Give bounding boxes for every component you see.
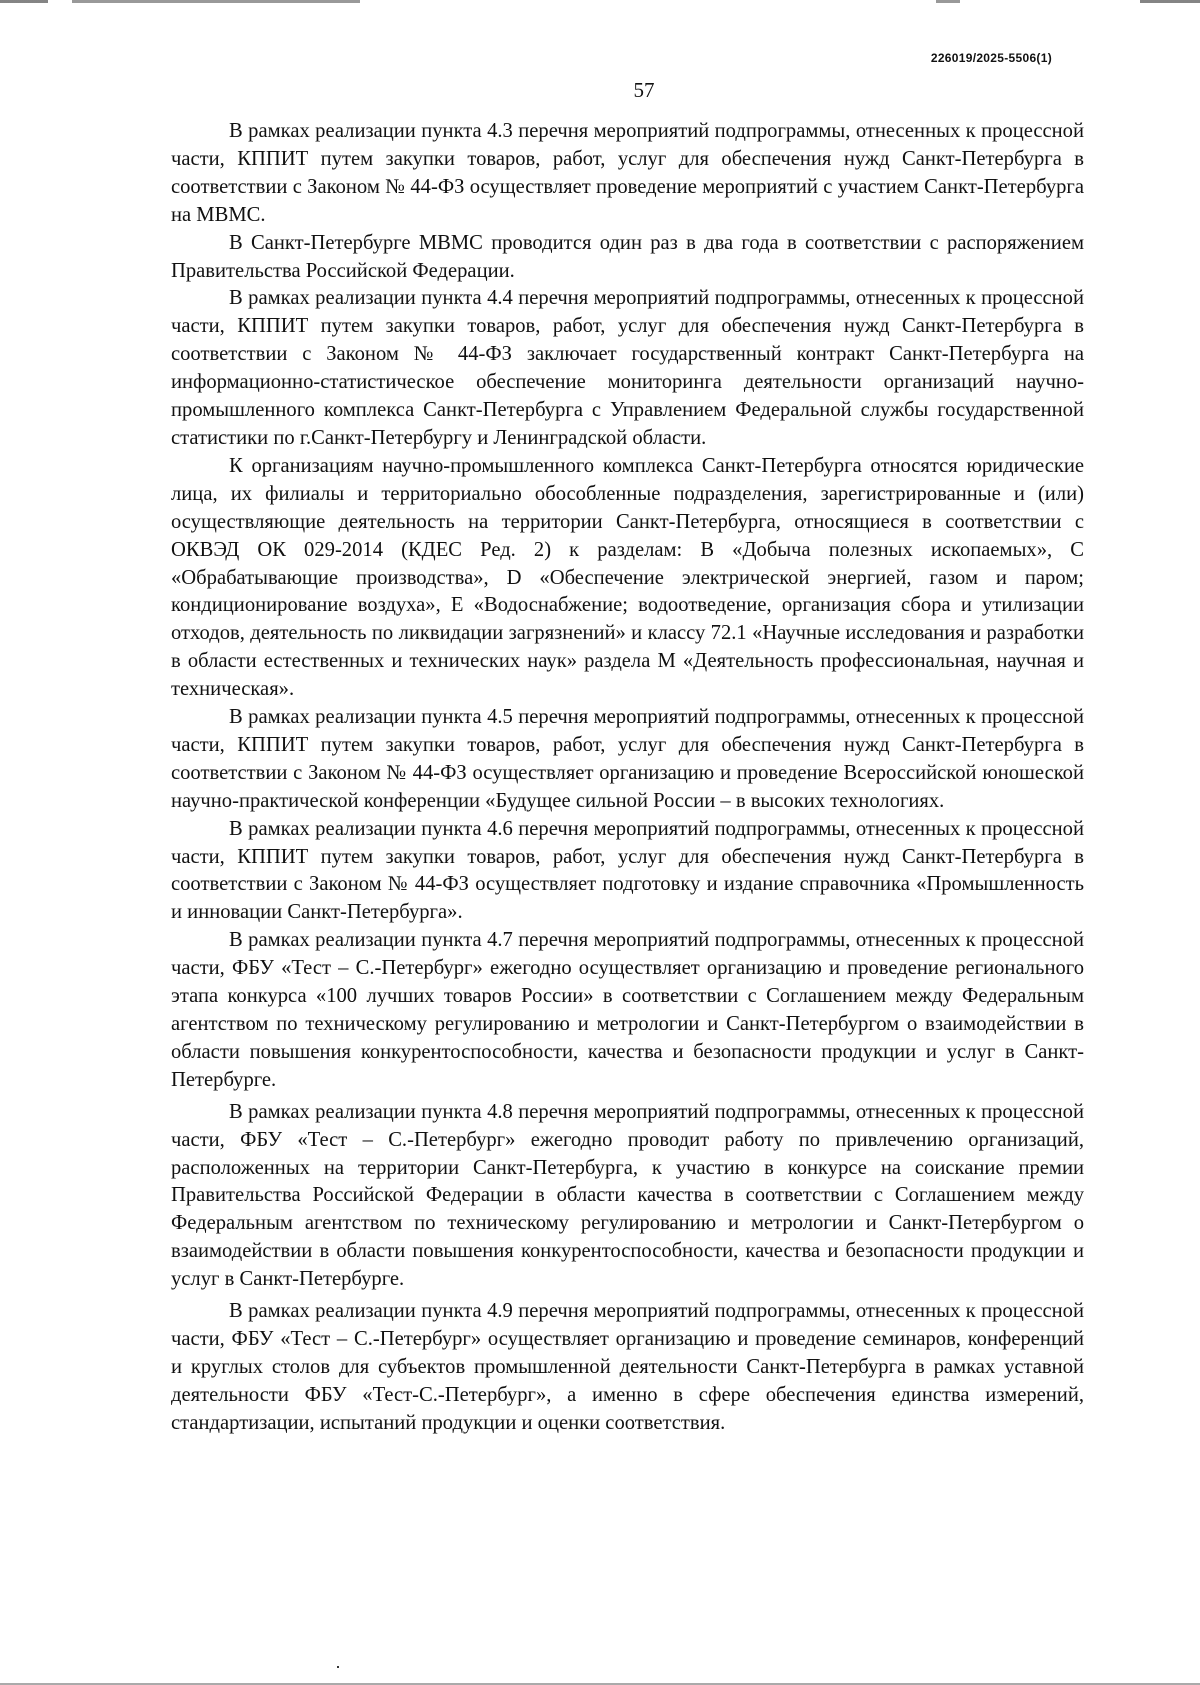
document-registration-number: 226019/2025-5506(1) xyxy=(930,51,1052,65)
paragraph-npk-definition: К организациям научно-промышленного комплекса Санкт-Петербурга относятся юридические лица, их филиалы и территориально обособленные подразделения, зарегистрированные и (или) осуществляющие деятельность на территории Санкт-Петербурга, относящиеся в соответствии с ОКВЭД ОК 029-2014 (КДЕС Ред. 2) к разделам: В «Добыча полезных ископаемых», С «Обрабатывающие производства», D «Обеспечение электрической энергией, газом и паром; кондиционирование воздуха», Е «Водоснабжение; водоотведение, организация сбора и утилизации отходов, деятельность по ликвидации загрязнений» и классу 72.1 «Научные исследования и разработки в области естественных и технических наук» раздела М «Деятельность профессиональная, научная и техническая». xyxy=(171,454,1084,701)
paragraph-item-4-9: В рамках реализации пункта 4.9 перечня мероприятий подпрограммы, отнесенных к процессной части, ФБУ «Тест – С.-Петербург» осуществляет организацию и проведение семинаров, конференций и круглых столов для субъектов промышленной деятельности Санкт-Петербурга в рамках уставной деятельности ФБУ «Тест-С.-Петербург», а именно в сфере обеспечения единства измерений, стандартизации, испытаний продукции и оценки соответствия. xyxy=(171,1300,1084,1434)
scan-speck xyxy=(337,1666,339,1668)
paragraph-item-4-4: В рамках реализации пункта 4.4 перечня мероприятий подпрограммы, отнесенных к процессной части, КППИТ путем закупки товаров, работ, услуг для обеспечения нужд Санкт-Петербурга в соответствии с Законом № 44-ФЗ заключает государственный контракт Санкт-Петербурга на информационно-статистическое обеспечение мониторинга деятельности организаций научно-промышленного комплекса Санкт-Петербурга с Управлением Федеральной службы государственной статистики по г.Санкт-Петербургу и Ленинградской области. xyxy=(171,287,1084,449)
paragraph-mvms-schedule: В Санкт-Петербурге МВМС проводится один раз в два года в соответствии с распоряжением Правительства Российской Федерации. xyxy=(171,231,1084,282)
page-number: 57 xyxy=(633,78,655,102)
paragraph-item-4-3: В рамках реализации пункта 4.3 перечня мероприятий подпрограммы, отнесенных к процессной части, КППИТ путем закупки товаров, работ, услуг для обеспечения нужд Санкт-Петербурга в соответствии с Законом № 44-ФЗ осуществляет проведение мероприятий с участием Санкт-Петербурга на МВМС. xyxy=(171,120,1084,226)
scan-edge-top xyxy=(0,0,1200,3)
paragraph-item-4-7: В рамках реализации пункта 4.7 перечня мероприятий подпрограммы, отнесенных к процессной части, ФБУ «Тест – С.-Петербург» ежегодно осуществляет организацию и проведение регионального этапа конкурса «100 лучших товаров России» в соответствии с Соглашением между Федеральным агентством по техническому регулированию и метрологии и Санкт-Петербургом о взаимодействии в области повышения конкурентоспособности, качества и безопасности продукции и услуг в Санкт-Петербурге. xyxy=(171,929,1084,1091)
paragraph-item-4-6: В рамках реализации пункта 4.6 перечня мероприятий подпрограммы, отнесенных к процессной части, КППИТ путем закупки товаров, работ, услуг для обеспечения нужд Санкт-Петербурга в соответствии с Законом № 44-ФЗ осуществляет подготовку и издание справочника «Промышленность и инновации Санкт-Петербурга». xyxy=(171,817,1084,924)
document-body xyxy=(171,118,1084,1438)
paragraph-item-4-8: В рамках реализации пункта 4.8 перечня мероприятий подпрограммы, отнесенных к процессной части, ФБУ «Тест – С.-Петербург» ежегодно проводит работу по привлечению организаций, расположенных на территории Санкт-Петербурга, к участию в конкурсе на соискание премии Правительства Российской Федерации в области качества в соответствии с Соглашением между Федеральным агентством по техническому регулированию и метрологии и Санкт-Петербургом о взаимодействии в области повышения конкурентоспособности, качества и безопасности продукции и услуг в Санкт-Петербурге. xyxy=(171,1100,1084,1291)
paragraph-item-4-5: В рамках реализации пункта 4.5 перечня мероприятий подпрограммы, отнесенных к процессной части, КППИТ путем закупки товаров, работ, услуг для обеспечения нужд Санкт-Петербурга в соответствии с Законом № 44-ФЗ осуществляет организацию и проведение Всероссийской юношеской научно-практической конференции «Будущее сильной России – в высоких технологиях. xyxy=(171,706,1084,812)
